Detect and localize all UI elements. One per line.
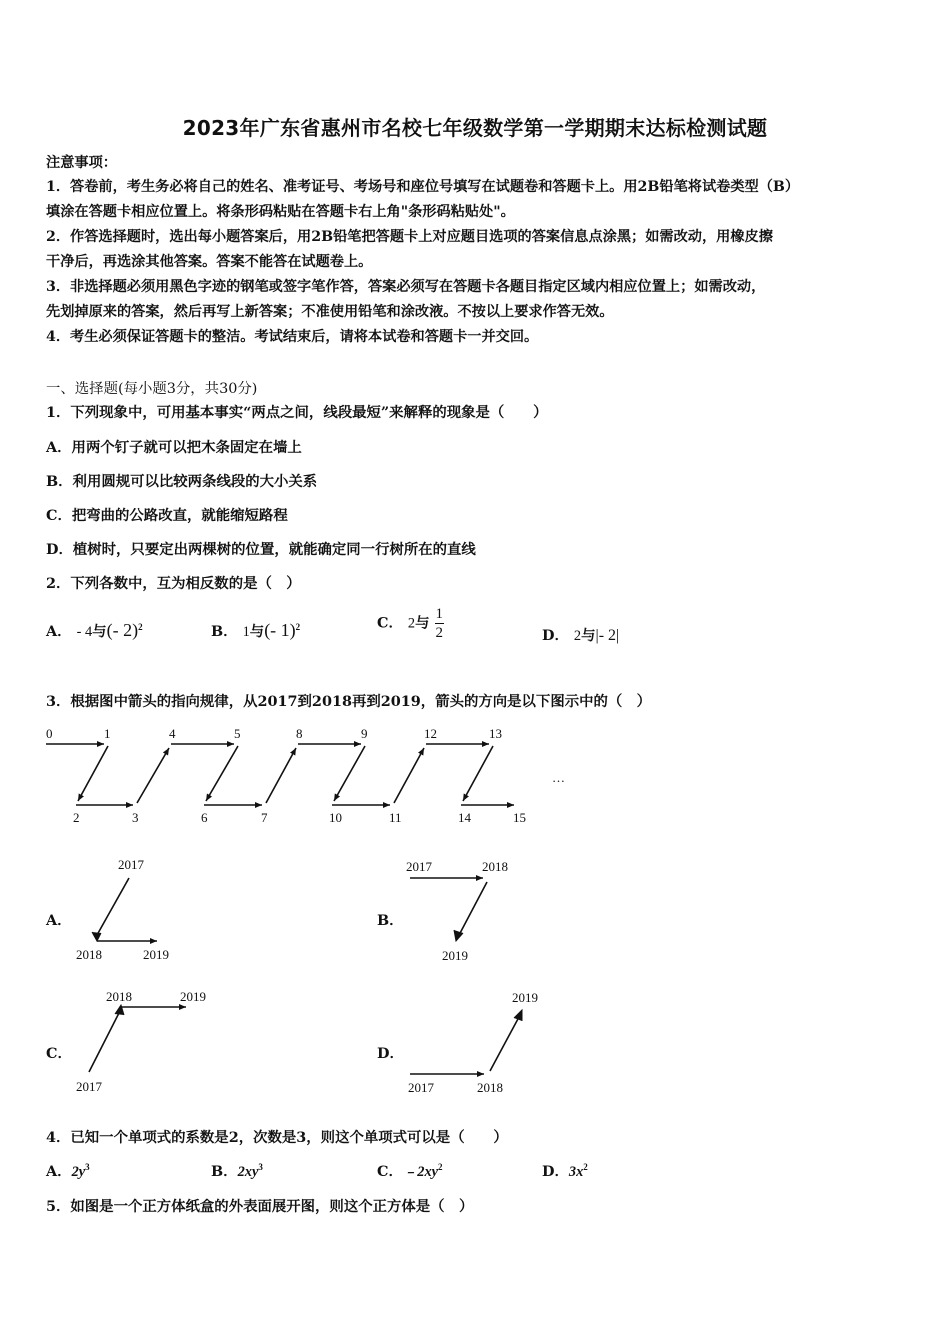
q4-a-exp: 3 <box>85 1162 90 1173</box>
pattern-arrow <box>394 748 424 803</box>
pattern-bottom-number: 15 <box>513 810 526 825</box>
arrowhead <box>92 932 101 941</box>
pattern-bottom-number: 7 <box>261 810 268 825</box>
label-2019: 2019 <box>180 989 206 1004</box>
q2-b-exp: 2 <box>295 622 301 633</box>
label-2018: 2018 <box>106 989 132 1004</box>
q3-option-d-label: D． <box>377 1045 404 1062</box>
q3-option-a-label: A． <box>46 912 72 929</box>
pattern-bottom-number: 6 <box>201 810 208 825</box>
pattern-arrow <box>463 746 493 801</box>
q3-arrow-pattern-figure <box>40 722 600 832</box>
label-2018: 2018 <box>76 947 102 962</box>
pattern-bottom-number: 10 <box>329 810 342 825</box>
q2-option-b <box>211 620 300 641</box>
notice-line: 干净后，再选涂其他答案。答案不能答在试题卷上。 <box>46 254 373 270</box>
q2-c-numerator: 1 <box>435 606 443 622</box>
question-5-stem: 5．如图是一个正方体纸盒的外表面展开图，则这个正方体是（ ） <box>46 1198 474 1215</box>
q2-a-base: (- 2) <box>106 620 139 640</box>
question-1-stem: 1．下列现象中，可用基本事实“两点之间，线段最短”来解释的现象是（ ） <box>46 404 548 421</box>
q2-a-left: - 4 <box>76 624 93 640</box>
q2-a-exp: 2 <box>138 622 143 633</box>
notice-heading: 注意事项： <box>46 155 117 171</box>
notice-line: 4．考生必须保证答题卡的整洁。考试结束后，请将本试卷和答题卡一并交回。 <box>46 329 539 345</box>
q1-option-c: C．把弯曲的公路改直，就能缩短路程 <box>46 507 288 524</box>
notice-line: 1．答卷前，考生务必将自己的姓名、准考证号、考场号和座位号填写在试题卷和答题卡上。用2B铅笔将试卷类型（B） <box>46 179 800 195</box>
q2-d-abs: |- 2| <box>595 627 620 644</box>
pattern-top-number: 8 <box>296 726 303 741</box>
q4-d-expr: 3x <box>568 1164 584 1180</box>
q2-b-label: B． <box>211 623 238 640</box>
q3-option-c-label: C． <box>46 1045 72 1062</box>
q2-option-a <box>46 620 143 641</box>
label-2018: 2018 <box>477 1080 503 1095</box>
notice-line: 2．作答选择题时，选出每小题答案后，用2B铅笔把答题卡上对应题目选项的答案信息点涂黑；如需改动，用橡皮擦 <box>46 229 773 245</box>
pattern-arrow <box>137 748 169 803</box>
q2-option-d <box>542 624 619 645</box>
q2-c-fraction <box>435 605 445 642</box>
q2-d-left: 2 <box>573 628 582 644</box>
arrow-segment <box>490 1017 519 1071</box>
q2-c-left: 2 <box>407 615 416 632</box>
q2-a-yu: 与 <box>92 623 107 640</box>
page-title: 2023年广东省惠州市名校七年级数学第一学期期末达标检测试题 <box>182 116 768 140</box>
section-heading: 一、选择题(每小题3分，共30分) <box>46 381 258 397</box>
q4-a-label: A． <box>46 1163 72 1180</box>
pattern-bottom-number: 14 <box>458 810 471 825</box>
pattern-bottom-number: 11 <box>389 810 402 825</box>
arrowhead <box>514 1010 522 1021</box>
notice-line: 先划掉原来的答案，然后再写上新答案；不准使用铅笔和涂改液。不按以上要求作答无效。 <box>46 304 614 320</box>
question-4-stem: 4．已知一个单项式的系数是2，次数是3，则这个单项式可以是（ ） <box>46 1129 508 1146</box>
label-2017: 2017 <box>408 1080 434 1095</box>
pattern-top-number: 5 <box>234 726 241 741</box>
q4-d-exp: 2 <box>583 1162 588 1173</box>
q4-b-exp: 3 <box>258 1162 263 1173</box>
label-2017: 2017 <box>76 1079 102 1094</box>
q4-a-expr: 2y <box>71 1164 86 1180</box>
pattern-arrow <box>206 746 238 801</box>
question-2-stem: 2．下列各数中，互为相反数的是（ ） <box>46 575 301 592</box>
label-2019: 2019 <box>512 990 538 1005</box>
pattern-ellipsis: … <box>552 770 565 785</box>
q1-option-a: A．用两个钉子就可以把木条固定在墙上 <box>46 439 302 456</box>
q1-option-b: B．利用圆规可以比较两条线段的大小关系 <box>46 473 318 490</box>
q4-c-expr: ﹣2xy <box>402 1164 439 1180</box>
q4-c-exp: 2 <box>438 1162 443 1173</box>
q4-c-label: C． <box>377 1163 403 1180</box>
arrow-segment <box>97 878 129 935</box>
q1-option-d: D．植树时，只要定出两棵树的位置，就能确定同一行树所在的直线 <box>46 541 476 558</box>
q4-option-d <box>542 1160 588 1181</box>
question-3-stem: 3．根据图中箭头的指向规律，从2017到2018再到2019，箭头的方向是以下图示中的（ ） <box>46 693 652 710</box>
q3-option-b-label: B． <box>377 912 404 929</box>
label-2018: 2018 <box>482 859 508 874</box>
notice-line: 3．非选择题必须用黑色字迹的钢笔或签字笔作答，答案必须写在答题卡各题目指定区域内相应位置上；如需改动， <box>46 279 766 295</box>
q2-c-label: C． <box>377 614 403 632</box>
arrow-segment <box>89 1011 120 1072</box>
q2-a-label: A． <box>46 623 72 640</box>
q3-option-a-figure <box>70 852 190 967</box>
pattern-top-number: 4 <box>169 726 176 741</box>
q3-option-b-figure <box>400 852 550 967</box>
pattern-bottom-number: 3 <box>132 810 139 825</box>
notice-line: 填涂在答题卡相应位置上。将条形码粘贴在答题卡右上角"条形码粘贴处"。 <box>46 204 515 220</box>
pattern-bottom-number: 2 <box>73 810 80 825</box>
pattern-arrow <box>334 746 365 801</box>
q2-c-yu: 与 <box>415 614 430 632</box>
pattern-top-number: 1 <box>104 726 111 741</box>
label-2017: 2017 <box>406 859 432 874</box>
pattern-top-number: 13 <box>489 726 502 741</box>
q4-option-a <box>46 1160 90 1181</box>
label-2017: 2017 <box>118 857 144 872</box>
q2-b-left: 1 <box>242 624 250 640</box>
pattern-top-number: 9 <box>361 726 368 741</box>
q3-option-c-figure <box>70 985 240 1100</box>
q4-option-b <box>211 1160 263 1181</box>
pattern-arrow <box>266 748 296 803</box>
q4-b-expr: 2xy <box>237 1164 259 1180</box>
label-2019: 2019 <box>143 947 169 962</box>
arrow-segment <box>458 882 487 937</box>
q2-option-c <box>377 605 444 642</box>
q2-c-denominator: 2 <box>435 625 443 641</box>
q4-option-c <box>377 1160 443 1181</box>
q4-d-label: D． <box>542 1163 569 1180</box>
pattern-top-number: 0 <box>46 726 53 741</box>
q3-option-d-figure <box>400 985 560 1100</box>
label-2019: 2019 <box>442 948 468 963</box>
pattern-top-number: 12 <box>424 726 437 741</box>
q2-d-yu: 与 <box>581 627 596 644</box>
q4-b-label: B． <box>211 1163 238 1180</box>
q2-b-yu: 与 <box>249 623 265 640</box>
q2-d-label: D． <box>542 627 569 644</box>
q2-b-base: (- 1) <box>264 620 296 640</box>
pattern-arrow <box>78 746 108 801</box>
